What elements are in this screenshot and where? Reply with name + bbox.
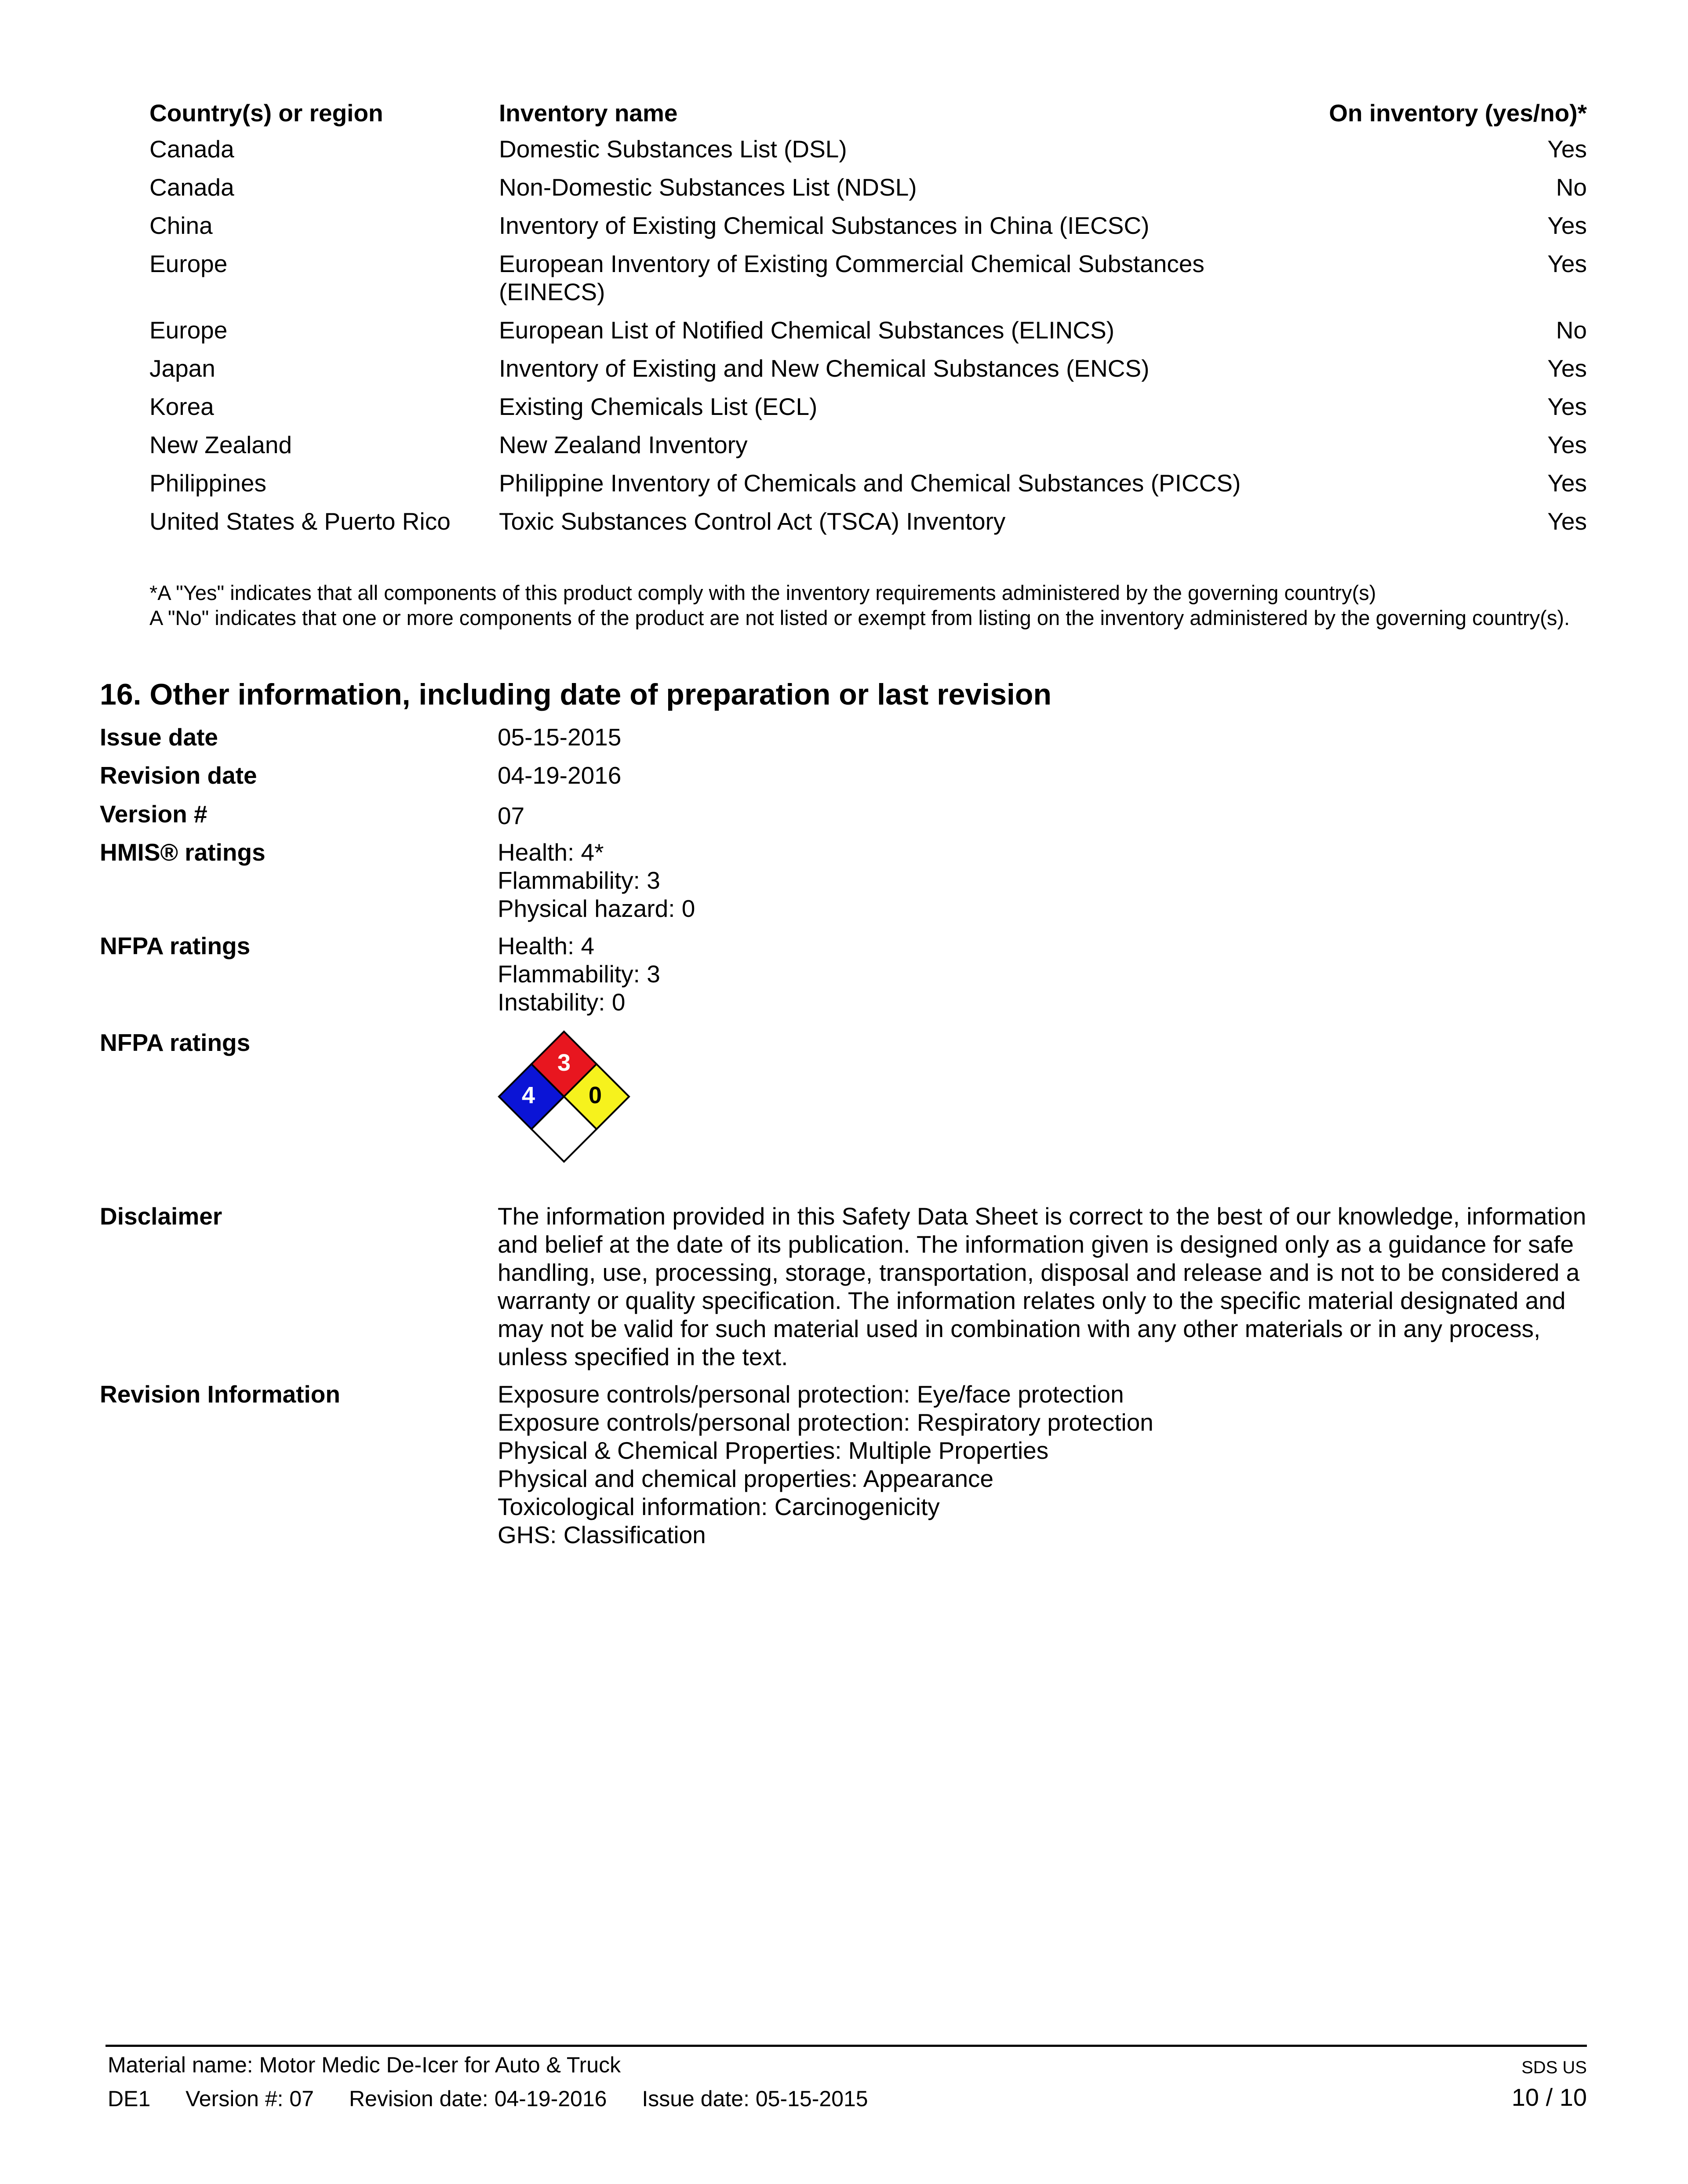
table-row <box>149 431 1587 469</box>
table-row <box>149 469 1587 507</box>
inventory-header-row <box>149 99 1587 135</box>
revision-date-value: 04-19-2016 <box>498 762 622 789</box>
footer-document-ids <box>108 2086 868 2112</box>
revision-line: Exposure controls/personal protection: Eye/face protection <box>498 1381 1124 1408</box>
inventory-footnote <box>149 580 1587 630</box>
revision-line: GHS: Classification <box>498 1521 706 1548</box>
footer-divider <box>106 2045 1587 2047</box>
inventory-table <box>149 99 1587 545</box>
footer-revision-date: Revision date: 04-19-2016 <box>349 2086 607 2111</box>
nfpa-instability-number: 0 <box>588 1082 602 1108</box>
nfpa-health-number: 4 <box>521 1082 535 1108</box>
nfpa-ratings-label: NFPA ratings <box>100 932 251 959</box>
inventory-name-cell: Inventory of Existing and New Chemical Substances (ENCS) <box>499 355 1150 382</box>
footer-page-number: 10 / 10 <box>1511 2083 1587 2111</box>
country-cell: United States & Puerto Rico <box>149 508 451 535</box>
revision-line: Toxicological information: Carcinogenicity <box>498 1493 940 1520</box>
revision-information-label: Revision Information <box>100 1381 340 1408</box>
country-cell: China <box>149 212 213 239</box>
on-inventory-cell: Yes <box>1547 431 1587 458</box>
nfpa-health: Health: 4 <box>498 932 595 959</box>
footer-material-name: Material name: Motor Medic De-Icer for Auto & Truck <box>108 2053 621 2077</box>
footer-sds-label: SDS US <box>1521 2058 1587 2077</box>
footer-version: Version #: 07 <box>186 2086 314 2111</box>
hmis-ratings-label: HMIS® ratings <box>100 839 266 866</box>
country-cell: New Zealand <box>149 431 292 458</box>
inventory-name-cell: Existing Chemicals List (ECL) <box>499 393 818 420</box>
inventory-name-cell: European List of Notified Chemical Substances (ELINCS) <box>499 316 1115 344</box>
nfpa-ratings-values <box>498 932 1587 1016</box>
on-inventory-cell: No <box>1556 174 1587 201</box>
table-row <box>149 211 1587 250</box>
on-inventory-column-header: On inventory (yes/no)* <box>1329 99 1587 127</box>
inventory-name-cell: Toxic Substances Control Act (TSCA) Inventory <box>499 508 1006 535</box>
inventory-name-cell: Domestic Substances List (DSL) <box>499 135 847 163</box>
hmis-health: Health: 4* <box>498 839 604 866</box>
on-inventory-cell: Yes <box>1547 393 1587 420</box>
nfpa-diamond-label: NFPA ratings <box>100 1029 251 1056</box>
revision-line: Physical and chemical properties: Appearance <box>498 1465 994 1492</box>
on-inventory-cell: Yes <box>1547 135 1587 163</box>
inventory-name-cell: Philippine Inventory of Chemicals and Chemical Substances (PICCS) <box>499 469 1241 497</box>
on-inventory-cell: No <box>1556 316 1587 344</box>
hmis-ratings-values <box>498 838 1587 923</box>
country-cell: Canada <box>149 135 234 163</box>
revision-line: Exposure controls/personal protection: Respiratory protection <box>498 1409 1153 1436</box>
footnote-no: A "No" indicates that one or more components of the product are not listed or exempt from listing on the inventory administered by the governing country(s). <box>149 606 1570 629</box>
hmis-flammability: Flammability: 3 <box>498 867 660 894</box>
section-16-title: 16. Other information, including date of preparation or last revision <box>100 678 1051 711</box>
inventory-name-cell: Inventory of Existing Chemical Substances in China (IECSC) <box>499 212 1150 239</box>
on-inventory-cell: Yes <box>1547 469 1587 497</box>
on-inventory-cell: Yes <box>1547 508 1587 535</box>
nfpa-flammability-number: 3 <box>557 1050 571 1076</box>
inventory-name-cell: European Inventory of Existing Commercial Chemical Substances (EINECS) <box>499 250 1204 305</box>
inventory-name-cell: New Zealand Inventory <box>499 431 748 458</box>
country-cell: Canada <box>149 174 234 201</box>
nfpa-instability: Instability: 0 <box>498 988 626 1016</box>
country-cell: Korea <box>149 393 214 420</box>
on-inventory-cell: Yes <box>1547 250 1587 277</box>
disclaimer-label: Disclaimer <box>100 1203 222 1230</box>
table-row <box>149 392 1587 431</box>
on-inventory-cell: Yes <box>1547 212 1587 239</box>
country-cell: Japan <box>149 355 215 382</box>
hmis-physical-hazard: Physical hazard: 0 <box>498 895 695 922</box>
country-cell: Philippines <box>149 469 267 497</box>
country-column-header: Country(s) or region <box>149 99 383 127</box>
version-label: Version # <box>100 800 207 828</box>
footer-product-code: DE1 <box>108 2086 151 2111</box>
disclaimer-text: The information provided in this Safety Data Sheet is correct to the best of our knowledge, information and belief at the date of its publication. The information given is designed only as a guidance for safe handling, use, processing, storage, transportation, disposal and release and is not to be considered a warranty or quality specification. The information relates only to the specific material designated and may not be valid for such material used in combination with any other materials or in any process, unless specified in the text. <box>498 1203 1586 1370</box>
country-cell: Europe <box>149 316 228 344</box>
revision-line: Physical & Chemical Properties: Multiple Properties <box>498 1437 1049 1464</box>
footer-issue-date: Issue date: 05-15-2015 <box>642 2086 868 2111</box>
issue-date-label: Issue date <box>100 723 218 751</box>
footnote-yes: *A "Yes" indicates that all components of this product comply with the inventory requirements administered by the governing country(s) <box>149 581 1376 604</box>
table-row <box>149 354 1587 392</box>
inventory-name-column-header: Inventory name <box>499 99 678 127</box>
issue-date-value: 05-15-2015 <box>498 723 622 751</box>
table-row <box>149 507 1587 545</box>
on-inventory-cell: Yes <box>1547 355 1587 382</box>
country-cell: Europe <box>149 250 228 277</box>
table-row <box>149 135 1587 173</box>
inventory-name-cell: Non-Domestic Substances List (NDSL) <box>499 174 917 201</box>
table-row <box>149 173 1587 211</box>
table-row <box>149 250 1587 316</box>
revision-date-label: Revision date <box>100 762 257 789</box>
nfpa-flammability: Flammability: 3 <box>498 960 660 988</box>
table-row <box>149 316 1587 354</box>
version-value: 07 <box>498 802 525 829</box>
nfpa-diamond-icon <box>496 1030 632 1166</box>
revision-information-values <box>498 1380 1587 1549</box>
